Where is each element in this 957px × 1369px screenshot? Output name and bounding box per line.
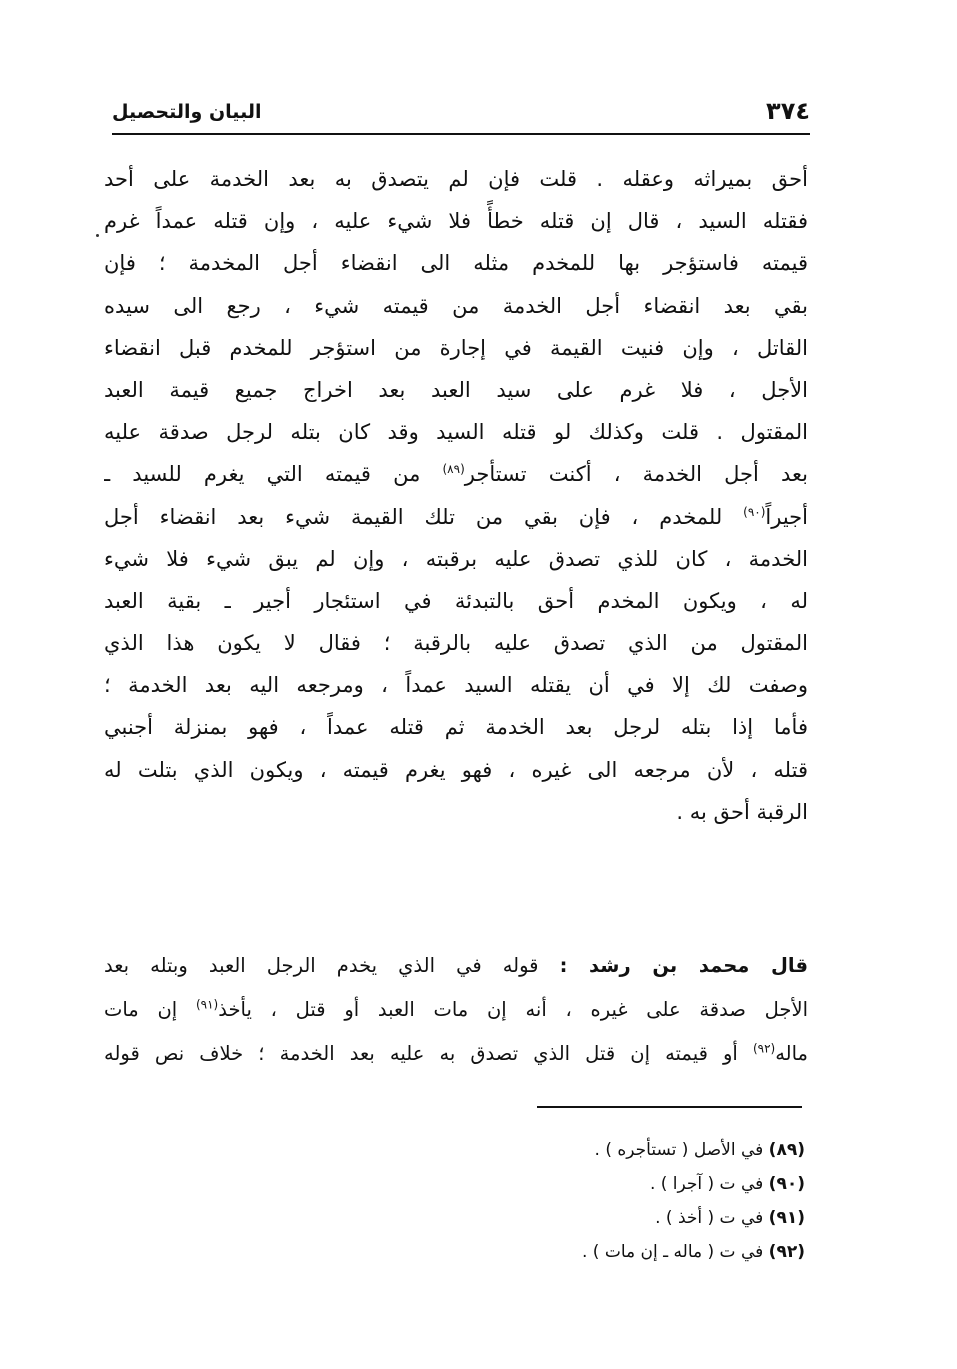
text-line: المقتول . قلت وكذلك لو قتله السيد وقد كان بتله لرجل صدقة عليه [104,420,808,445]
text-segment: الأجل صدقة على غيره ، أنه إن مات العبد أو قتل ، يأخذ [218,998,808,1021]
text-line: قيمته فاستؤجر بها للمخدم مثله الى انقضاء أجل المخدمة ؛ فإن [104,251,808,276]
text-line [104,988,808,1032]
footnote-number: (٩١) [768,1208,805,1228]
text-line [104,496,808,538]
text-line: قتله ، لأن مرجعه الى غيره ، فهو يغرم قيمته ، ويكون الذي بتلت له [104,757,808,782]
commentary-speaker: قال محمد بن رشد : [559,954,808,977]
text-line: فأما إذا بتله لرجل بعد الخدمة ثم قتله عمداً ، فهو بمنزلة أجنبي [104,715,808,740]
footnote-ref-89[interactable]: (٨٩) [442,462,465,477]
text-segment: قوله في الذي يخدم الرجل العبد وبتله بعد [104,954,539,977]
commentary-paragraph [104,944,808,1076]
text-line [104,453,808,495]
footnote-ref-90[interactable]: (٩٠) [743,504,766,519]
footnote-91 [300,1201,805,1235]
footnotes [300,1133,805,1269]
text-segment: بعد أجل الخدمة ، أكنت تستأجر [464,462,808,487]
text-line: الرقبة أحق به . [676,799,808,824]
text-segment: للمخدم ، فإن بقي من تلك القيمة شيء بعد انقضاء أجل [104,504,723,529]
footnote-ref-91[interactable]: (٩١) [195,997,219,1012]
footnote-92 [300,1235,805,1269]
footnote-number: (٩٠) [768,1174,805,1194]
header-rule [112,133,810,135]
footnote-number: (٨٩) [768,1140,805,1160]
text-line: الخدمة ، كان للذي تصدق عليه برقبته ، وإن لم يبق شيء فلا شيء [104,546,808,571]
text-line: له ، ويكون المخدم أحق بالتبدئة في استئجار أجير ـ بقية العبد [104,588,808,613]
footnote-number: (٩٢) [768,1242,805,1262]
text-segment: ماله [775,1042,808,1065]
footnote-90 [300,1167,805,1201]
page-header [112,96,810,130]
text-line: وصفت لك إلا في أن يقتله السيد عمداً ، ومرجعه اليه بعد الخدمة ؛ [104,673,808,698]
footnote-text: في الأصل ( تستأجره ) . [594,1140,764,1160]
text-segment: إن مات [104,998,178,1021]
text-line: الأجل ، فلا غرم على سيد العبد بعد اخراج جميع قيمة العبد [104,377,808,402]
footnote-ref-92[interactable]: (٩٢) [752,1041,776,1056]
main-paragraph [104,158,808,833]
text-segment: أجيراً [765,504,808,529]
running-title: البيان والتحصيل [112,101,262,123]
footnote-89 [300,1133,805,1167]
text-line [104,944,808,988]
text-segment: أو قيمته إن قتل الذي تصدق به عليه بعد الخدمة ؛ خلاف نص قوله [104,1042,738,1065]
page-number: ٣٧٤ [766,97,810,125]
scan-speck [96,234,99,237]
footnote-text: في ت ( أخذ ) . [655,1208,764,1228]
text-line: المقتول من الذي تصدق عليه بالرقبة ؛ فقال لا يكون هذا الذي [104,631,808,656]
text-line: بقي بعد انقضاء أجل الخدمة من قيمته شيء ، رجع الى سيده [104,293,808,318]
footnote-text: في ت ( ماله ـ إن مات ) . [582,1242,764,1262]
text-line [104,1032,808,1076]
text-line: أحق بميراثه وعقله . قلت فإن لم يتصدق به بعد الخدمة على أحد [104,167,808,191]
text-line: القاتل ، وإن فنيت القيمة في إجارة من استؤجر للمخدم قبل انقضاء [104,335,808,360]
text-line: فقتله السيد ، قال إن قتله خطأً فلا شيء عليه ، وإن قتله عمداً غرم [104,209,808,234]
text-segment: من قيمته التي يغرم للسيد ـ [104,462,421,487]
footnote-text: في ت ( آجرا ) . [649,1174,764,1194]
footnote-separator [537,1106,802,1108]
